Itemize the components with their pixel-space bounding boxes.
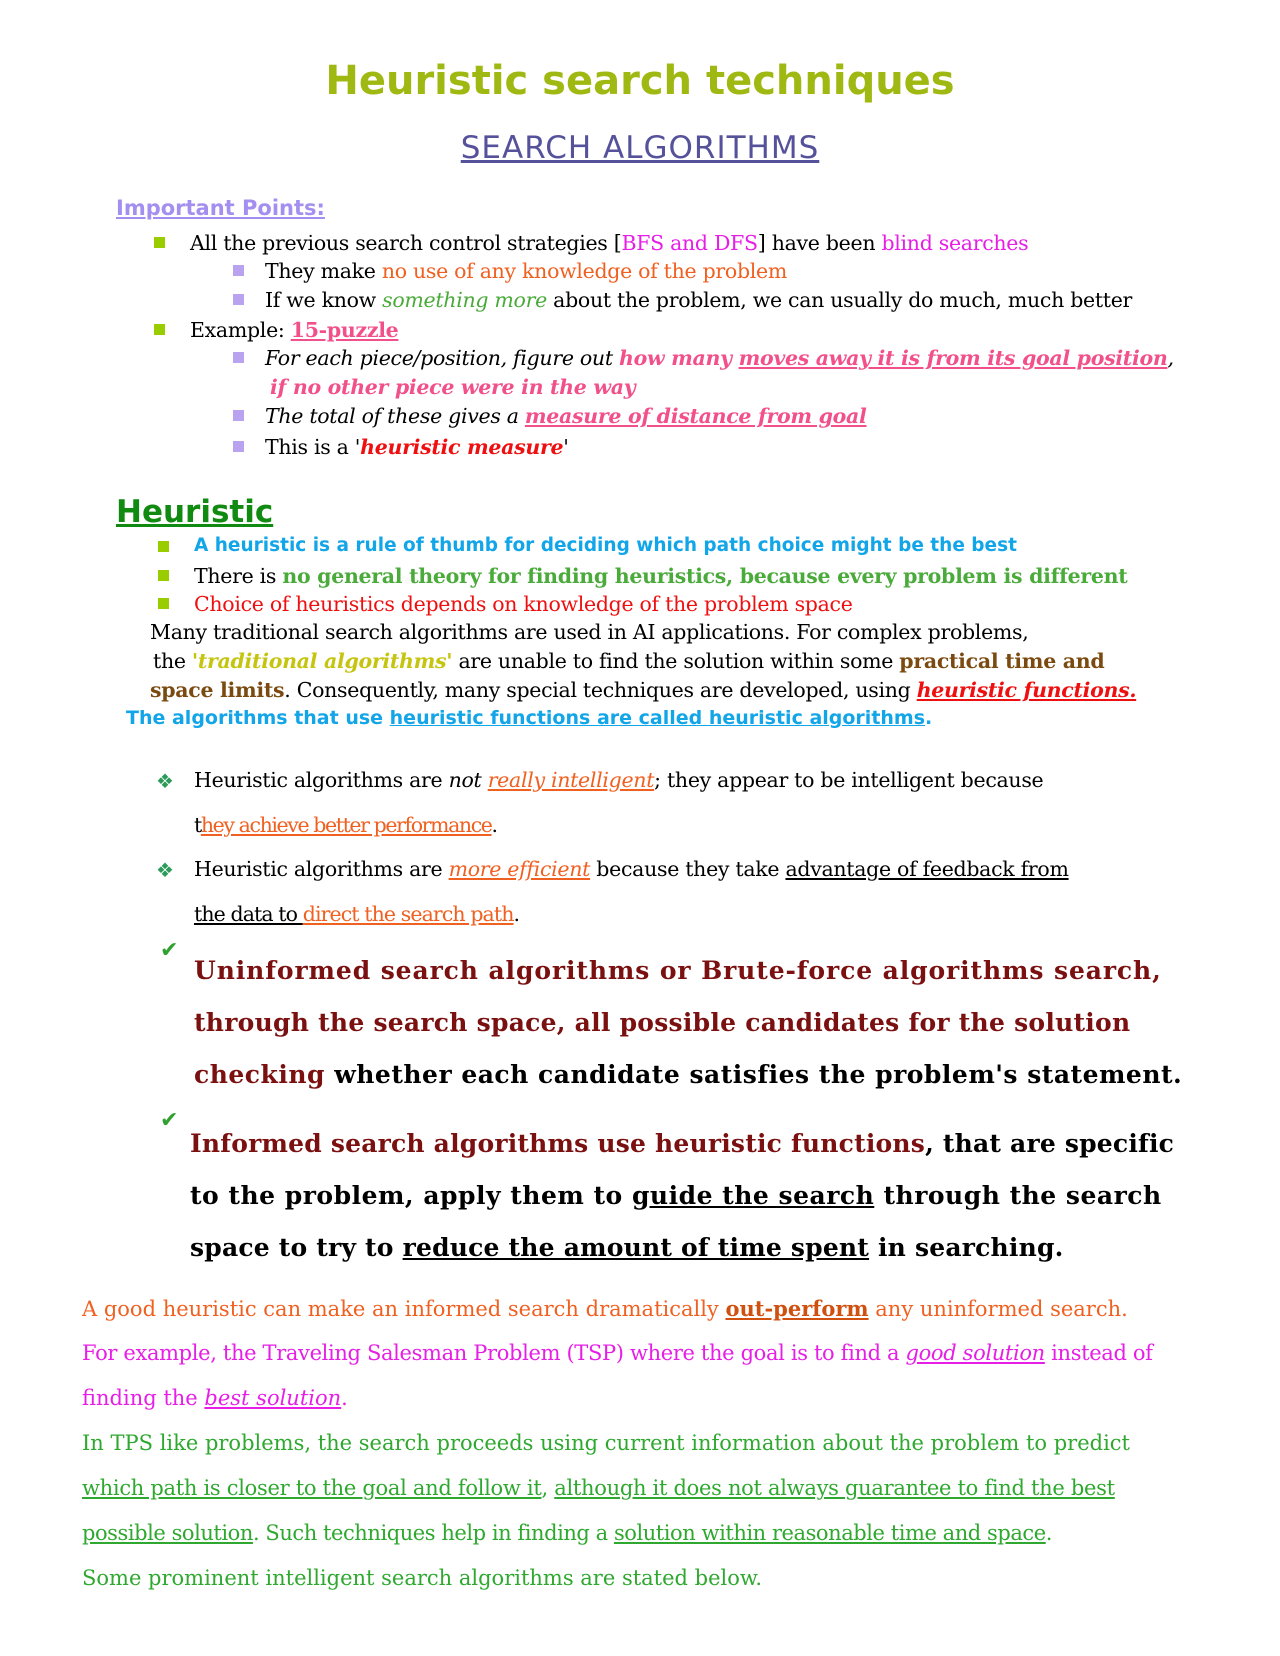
diamond-bullet-icon: ❖	[156, 858, 174, 882]
list-item: There is no general theory for finding heuristics, because every problem is different	[194, 564, 1128, 588]
paragraph-line: the data to direct the search path.	[194, 902, 520, 926]
paragraph-line: Uninformed search algorithms or Brute-force algorithms search,	[194, 956, 1162, 985]
page-title: Heuristic search techniques	[325, 58, 955, 104]
page-subtitle: SEARCH ALGORITHMS	[460, 130, 820, 166]
paragraph-line: through the search space, all possible candidates for the solution	[194, 1008, 1131, 1037]
paragraph-line: possible solution. Such techniques help in finding a solution within reasonable time and space.	[82, 1521, 1052, 1545]
list-item: Choice of heuristics depends on knowledge of the problem space	[194, 592, 853, 616]
list-item: They make no use of any knowledge of the problem	[265, 259, 787, 283]
paragraph-line: Some prominent intelligent search algorithms are stated below.	[82, 1566, 763, 1590]
diamond-bullet-icon: ❖	[156, 769, 174, 793]
paragraph-line: checking whether each candidate satisfies the problem's statement.	[194, 1060, 1183, 1089]
paragraph-line: space limits. Consequently, many special techniques are developed, using heuristic functions.	[150, 678, 1137, 702]
list-item: A heuristic is a rule of thumb for deciding which path choice might be the best	[194, 535, 1017, 556]
list-item: All the previous search control strategies [BFS and DFS] have been blind searches	[190, 231, 1029, 255]
heuristic-heading: Heuristic	[116, 494, 274, 530]
paragraph-line: which path is closer to the goal and follow it, although it does not always guarantee to find the best	[82, 1476, 1115, 1500]
check-icon: ✔	[160, 1108, 179, 1133]
important-points-heading: Important Points:	[116, 196, 325, 220]
paragraph-line: Many traditional search algorithms are used in AI applications. For complex problems,	[150, 620, 1029, 644]
list-item: If we know something more about the problem, we can usually do much, much better	[265, 288, 1133, 312]
paragraph-line: finding the best solution.	[82, 1386, 348, 1410]
list-item: For each piece/position, figure out how many moves away it is from its goal position,	[265, 346, 1174, 370]
list-item: Example: 15-puzzle	[190, 318, 399, 342]
paragraph-line: In TPS like problems, the search proceeds using current information about the problem to predict	[82, 1431, 1130, 1455]
check-icon: ✔	[160, 938, 179, 963]
paragraph-line: Informed search algorithms use heuristic functions, that are specific	[190, 1129, 1175, 1158]
paragraph-line: space to try to reduce the amount of time spent in searching.	[190, 1233, 1064, 1262]
paragraph-line: Heuristic algorithms are more efficient because they take advantage of feedback from	[194, 857, 1069, 881]
list-item: This is a 'heuristic measure'	[265, 435, 569, 459]
paragraph-line: the 'traditional algorithms' are unable to find the solution within some practical time and	[153, 649, 1105, 673]
paragraph-line: For example, the Traveling Salesman Problem (TSP) where the goal is to find a good solution instead of	[82, 1341, 1153, 1365]
list-item-continuation: if no other piece were in the way	[270, 375, 636, 399]
paragraph-line: Heuristic algorithms are not really intelligent; they appear to be intelligent because	[194, 768, 1044, 792]
paragraph-line: to the problem, apply them to guide the search through the search	[190, 1181, 1162, 1210]
paragraph-line: The algorithms that use heuristic functions are called heuristic algorithms.	[126, 707, 933, 729]
list-item: The total of these gives a measure of distance from goal	[265, 404, 867, 428]
paragraph-line: they achieve better performance.	[194, 813, 497, 837]
paragraph-line: A good heuristic can make an informed search dramatically out-perform any uninformed search.	[82, 1296, 1128, 1321]
